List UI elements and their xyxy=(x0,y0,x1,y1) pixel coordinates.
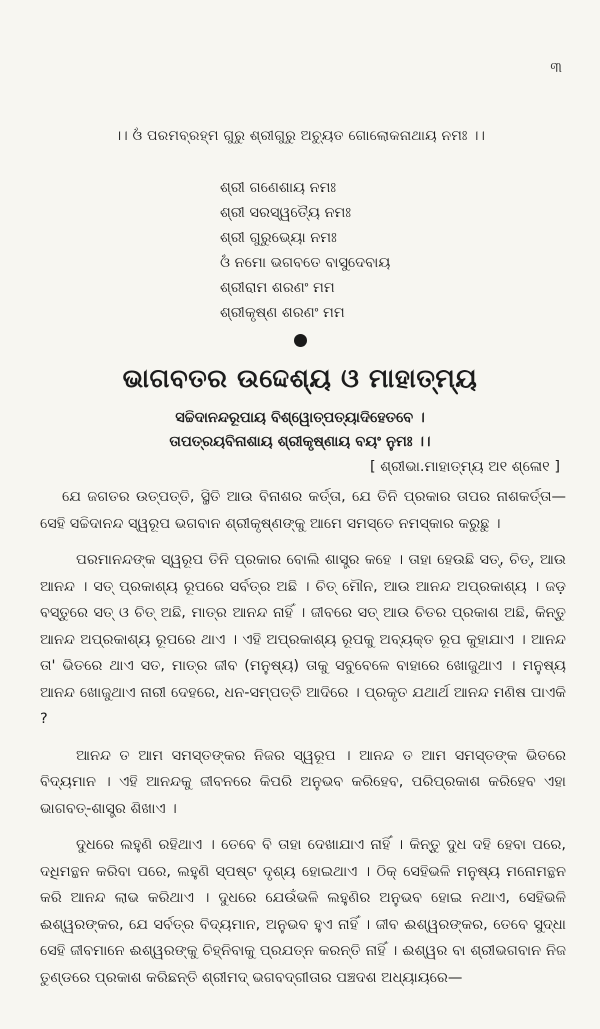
mantra-line: ଓଁ ନମୋ ଭଗବତେ ବାସୁଦେବାୟ xyxy=(220,255,391,271)
mantra-line: ଶ୍ରୀ ଗଣେଶାୟ ନମଃ xyxy=(220,180,337,196)
paragraph: ଯେ ଜଗତର ଉତ୍ପତ୍ତି, ସ୍ଥିତି ଆଉ ବିନାଶର କର୍ତ୍ତା, ଯେ ତିନି ପ୍ରକାର ତାପର ନାଶକର୍ତ୍ତା—ସେହି ସଚ୍ଚିଦାନନ୍ଦ ସ୍ୱରୂପ ଭଗବାନ ଶ୍ରୀକୃଷ୍ଣଙ୍କୁ ଆମେ ସମସ୍ତେ ନମସ୍କାର କରୁଛୁ । xyxy=(40,489,566,532)
mantra-list xyxy=(220,176,390,326)
paragraph: ପରମାନନ୍ଦଙ୍କ ସ୍ୱରୂପ ତିନି ପ୍ରକାର ବୋଲି ଶାସ୍ତ୍ର କହେ । ତାହା ହେଉଛି ସତ୍, ଚିତ୍, ଆଉ ଆନନ୍ଦ । ସତ୍ ପ୍ରକାଶ୍ୟ ରୂପରେ ସର୍ବତ୍ର ଅଛି । ଚିତ୍ ମୌନ, ଆଉ ଆନନ୍ଦ ଅପ୍ରକାଶ୍ୟ । ଜଡ଼ ବସ୍ତୁରେ ସତ୍ ଓ ଚିତ୍ ଅଛି, ମାତ୍ର ଆନନ୍ଦ ନାହିଁ । ଜୀବରେ ସତ୍ ଆଉ ଚିତର ପ୍ରକାଶ ଅଛି, କିନ୍ତୁ ଆନନ୍ଦ ଅପ୍ରକାଶ୍ୟ ରୂପରେ ଥାଏ । ଏହି ଅପ୍ରକାଶ୍ୟ ରୂପକୁ ଅବ୍ୟକ୍ତ ରୂପ କୁହାଯାଏ । ଆନନ୍ଦ ତା' ଭିତରେ ଥାଏ ସତ, ମାତ୍ର ଜୀବ (ମନୁଷ୍ୟ) ତାକୁ ସବୁବେଳେ ବାହାରେ ଖୋଜୁଥାଏ । ମନୁଷ୍ୟ ଆନନ୍ଦ ଖୋଜୁଥାଏ ନାରୀ ଦେହରେ, ଧନ-ସମ୍ପତ୍ତି ଆଦିରେ । ପ୍ରକୃତ ଯଥାର୍ଥ ଆନନ୍ଦ ମଣିଷ ପାଏକି ? xyxy=(40,552,566,727)
verse-source-reference: [ ଶ୍ରୀଭା.ମାହାତ୍ମ୍ୟ ଅ୧ ଶ୍ଳୋ୧ ] xyxy=(370,459,560,475)
ornament-dot xyxy=(294,334,307,347)
sanskrit-verse xyxy=(0,406,600,454)
verse-line: ସଚ୍ଚିଦାନନ୍ଦରୂପାୟ ବିଶ୍ୱୋତ୍ପତ୍ୟାଦିହେତବେ । xyxy=(175,410,425,426)
mantra-line: ଶ୍ରୀ ଗୁରୁଭ୍ୟୋ ନମଃ xyxy=(220,230,337,246)
paragraph: ଦୁଧରେ ଲହୁଣି ରହିଥାଏ । ତେବେ ବି ତାହା ଦେଖାଯାଏ ନାହିଁ । କିନ୍ତୁ ଦୁଧ ଦହି ହେବା ପରେ, ଦଧିମନ୍ଥନ କରିବା ପରେ, ଲହୁଣି ସ୍ପଷ୍ଟ ଦୃଶ୍ୟ ହୋଇଥାଏ । ଠିକ୍ ସେହିଭଳି ମନୁଷ୍ୟ ମନୋମନ୍ଥନ କରି ଆନନ୍ଦ ଲାଭ କରିଥାଏ । ଦୁଧରେ ଯେଉଁଭଳି ଲହୁଣିର ଅନୁଭବ ହୋଇ ନଥାଏ, ସେହିଭଳି ଈଶ୍ୱରଙ୍କର, ଯେ ସର୍ବତ୍ର ବିଦ୍ୟମାନ, ଅନୁଭବ ହୁଏ ନାହିଁ । ଜୀବ ଈଶ୍ୱରଙ୍କର, ତେବେ ସୁଦ୍ଧା ସେହି ଜୀବମାନେ ଈଶ୍ୱରଙ୍କୁ ଚିହ୍ନିବାକୁ ପ୍ରଯତ୍ନ କରନ୍ତି ନାହିଁ । ଈଶ୍ୱର ବା ଶ୍ରୀଭଗବାନ ନିଜ ତୁଣ୍ଡରେ ପ୍ରକାଶ କରିଛନ୍ତି ଶ୍ରୀମଦ୍ ଭଗବଦ୍‌ଗୀତାର ପଞ୍ଚଦଶ ଅଧ୍ୟାୟରେ— xyxy=(40,837,566,986)
chapter-title: ଭାଗବତର ଉଦ୍ଦେଶ୍ୟ ଓ ମାହାତ୍ମ୍ୟ xyxy=(122,364,478,394)
invocation-line: ।। ଓଁ ପରମବ୍ରହ୍ମ ଗୁରୁ ଶ୍ରୀଗୁରୁ ଅଚ୍ୟୁତ ଗୋଲୋକନାଥାୟ ନମଃ ।। xyxy=(114,128,486,144)
mantra-line: ଶ୍ରୀ ସରସ୍ୱତ୍ୟୈ ନମଃ xyxy=(220,205,352,221)
paragraph: ଆନନ୍ଦ ତ ଆମ ସମସ୍ତଙ୍କର ନିଜର ସ୍ୱରୂପ । ଆନନ୍ଦ ତ ଆମ ସମସ୍ତଙ୍କ ଭିତରେ ବିଦ୍ୟମାନ । ଏହି ଆନନ୍ଦକୁ ଜୀବନରେ କିପରି ଅନୁଭବ କରିହେବ, ପରିପ୍ରକାଶ କରିହେବ ଏହା ଭାଗବତ୍-ଶାସ୍ତ୍ର ଶିଖାଏ । xyxy=(40,747,566,817)
mantra-line: ଶ୍ରୀରାମ ଶରଣଂ ମମ xyxy=(220,280,335,296)
mantra-line: ଶ୍ରୀକୃଷ୍ଣ ଶରଣଂ ମମ xyxy=(220,305,345,321)
body-text xyxy=(40,484,566,1001)
verse-line: ତାପତ୍ରୟବିନାଶାୟ ଶ୍ରୀକୃଷ୍ଣାୟ ବୟଂ ନୁମଃ ।। xyxy=(169,434,431,450)
page-number: ୩ xyxy=(550,58,562,76)
